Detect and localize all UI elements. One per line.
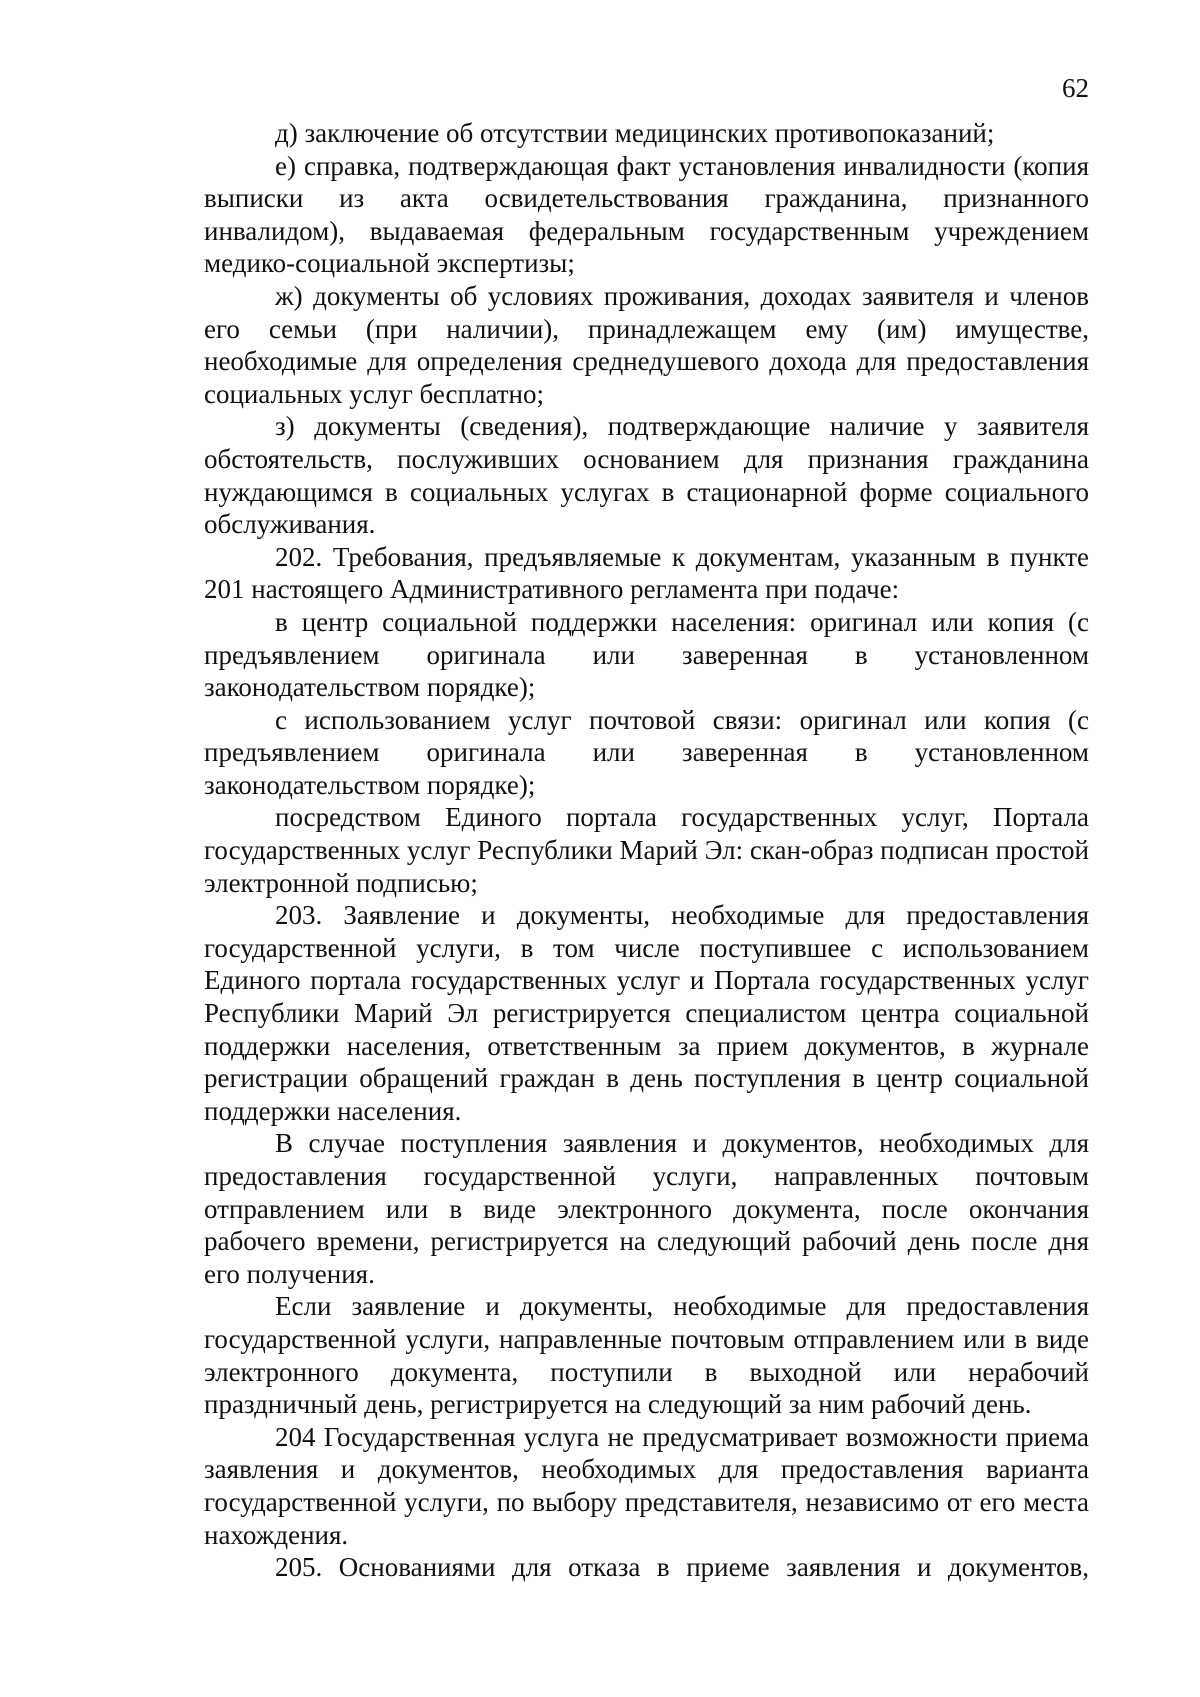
paragraph-202: 202. Требования, предъявляемые к документам, указанным в пункте 201 настоящего Административного регламента при подаче: [204,541,1089,605]
paragraph-item-e: е) справка, подтверждающая факт установления инвалидности (копия выписки из акта освидетельствования гражданина, признанного инвалидом), выдаваемая федеральным государственным учреждением медико-социальной экспертизы; [204,150,1089,279]
paragraph-in-person: в центр социальной поддержки населения: оригинал или копия (с предъявлением оригинала или заверенная в установленном законодательством порядке); [204,606,1089,703]
paragraph-item-d: д) заключение об отсутствии медицинских противопоказаний; [275,118,995,148]
document-body [204,117,1089,1584]
page-number: 62 [1062,73,1089,103]
paragraph-204: 204 Государственная услуга не предусматривает возможности приема заявления и документов, необходимых для предоставления варианта государственной услуги, по выбору представителя, независимо от его места нахождения. [204,1421,1089,1550]
paragraph-item-z: з) документы (сведения), подтверждающие наличие у заявителя обстоятельств, послуживших основанием для признания гражданина нуждающимся в социальных услугах в стационарной форме социального обслуживания. [204,411,1089,540]
paragraph-item-zh: ж) документы об условиях проживания, доходах заявителя и членов его семьи (при наличии), принадлежащем ему (им) имуществе, необходимые для определения среднедушевого дохода для предоставления социальных услуг бесплатно; [204,280,1089,409]
paragraph-after-hours: В случае поступления заявления и документов, необходимых для предоставления государственной услуги, направленных почтовым отправлением или в виде электронного документа, после окончания рабочего времени, регистрируется на следующий рабочий день после дня его получения. [204,1128,1089,1289]
paragraph-holiday: Если заявление и документы, необходимые для предоставления государственной услуги, направленные почтовым отправлением или в виде электронного документа, поступили в выходной или нерабочий праздничный день, регистрируется на следующий за ним рабочий день. [204,1291,1089,1420]
paragraph-203: 203. Заявление и документы, необходимые для предоставления государственной услуги, в том числе поступившее с использованием Единого портала государственных услуг и Портала государственных услуг Республики Марий Эл регистрируется специалистом центра социальной поддержки населения, ответственным за прием документов, в журнале регистрации обращений граждан в день поступления в центр социальной поддержки населения. [204,900,1089,1126]
paragraph-205: 205. Основаниями для отказа в приеме заявления и документов, [275,1552,1089,1583]
paragraph-online-portal: посредством Единого портала государственных услуг, Портала государственных услуг Республики Марий Эл: скан-образ подписан простой электронной подписью; [204,802,1089,898]
paragraph-by-post: с использованием услуг почтовой связи: оригинал или копия (с предъявлением оригинала или заверенная в установленном законодательством порядке); [204,704,1089,800]
